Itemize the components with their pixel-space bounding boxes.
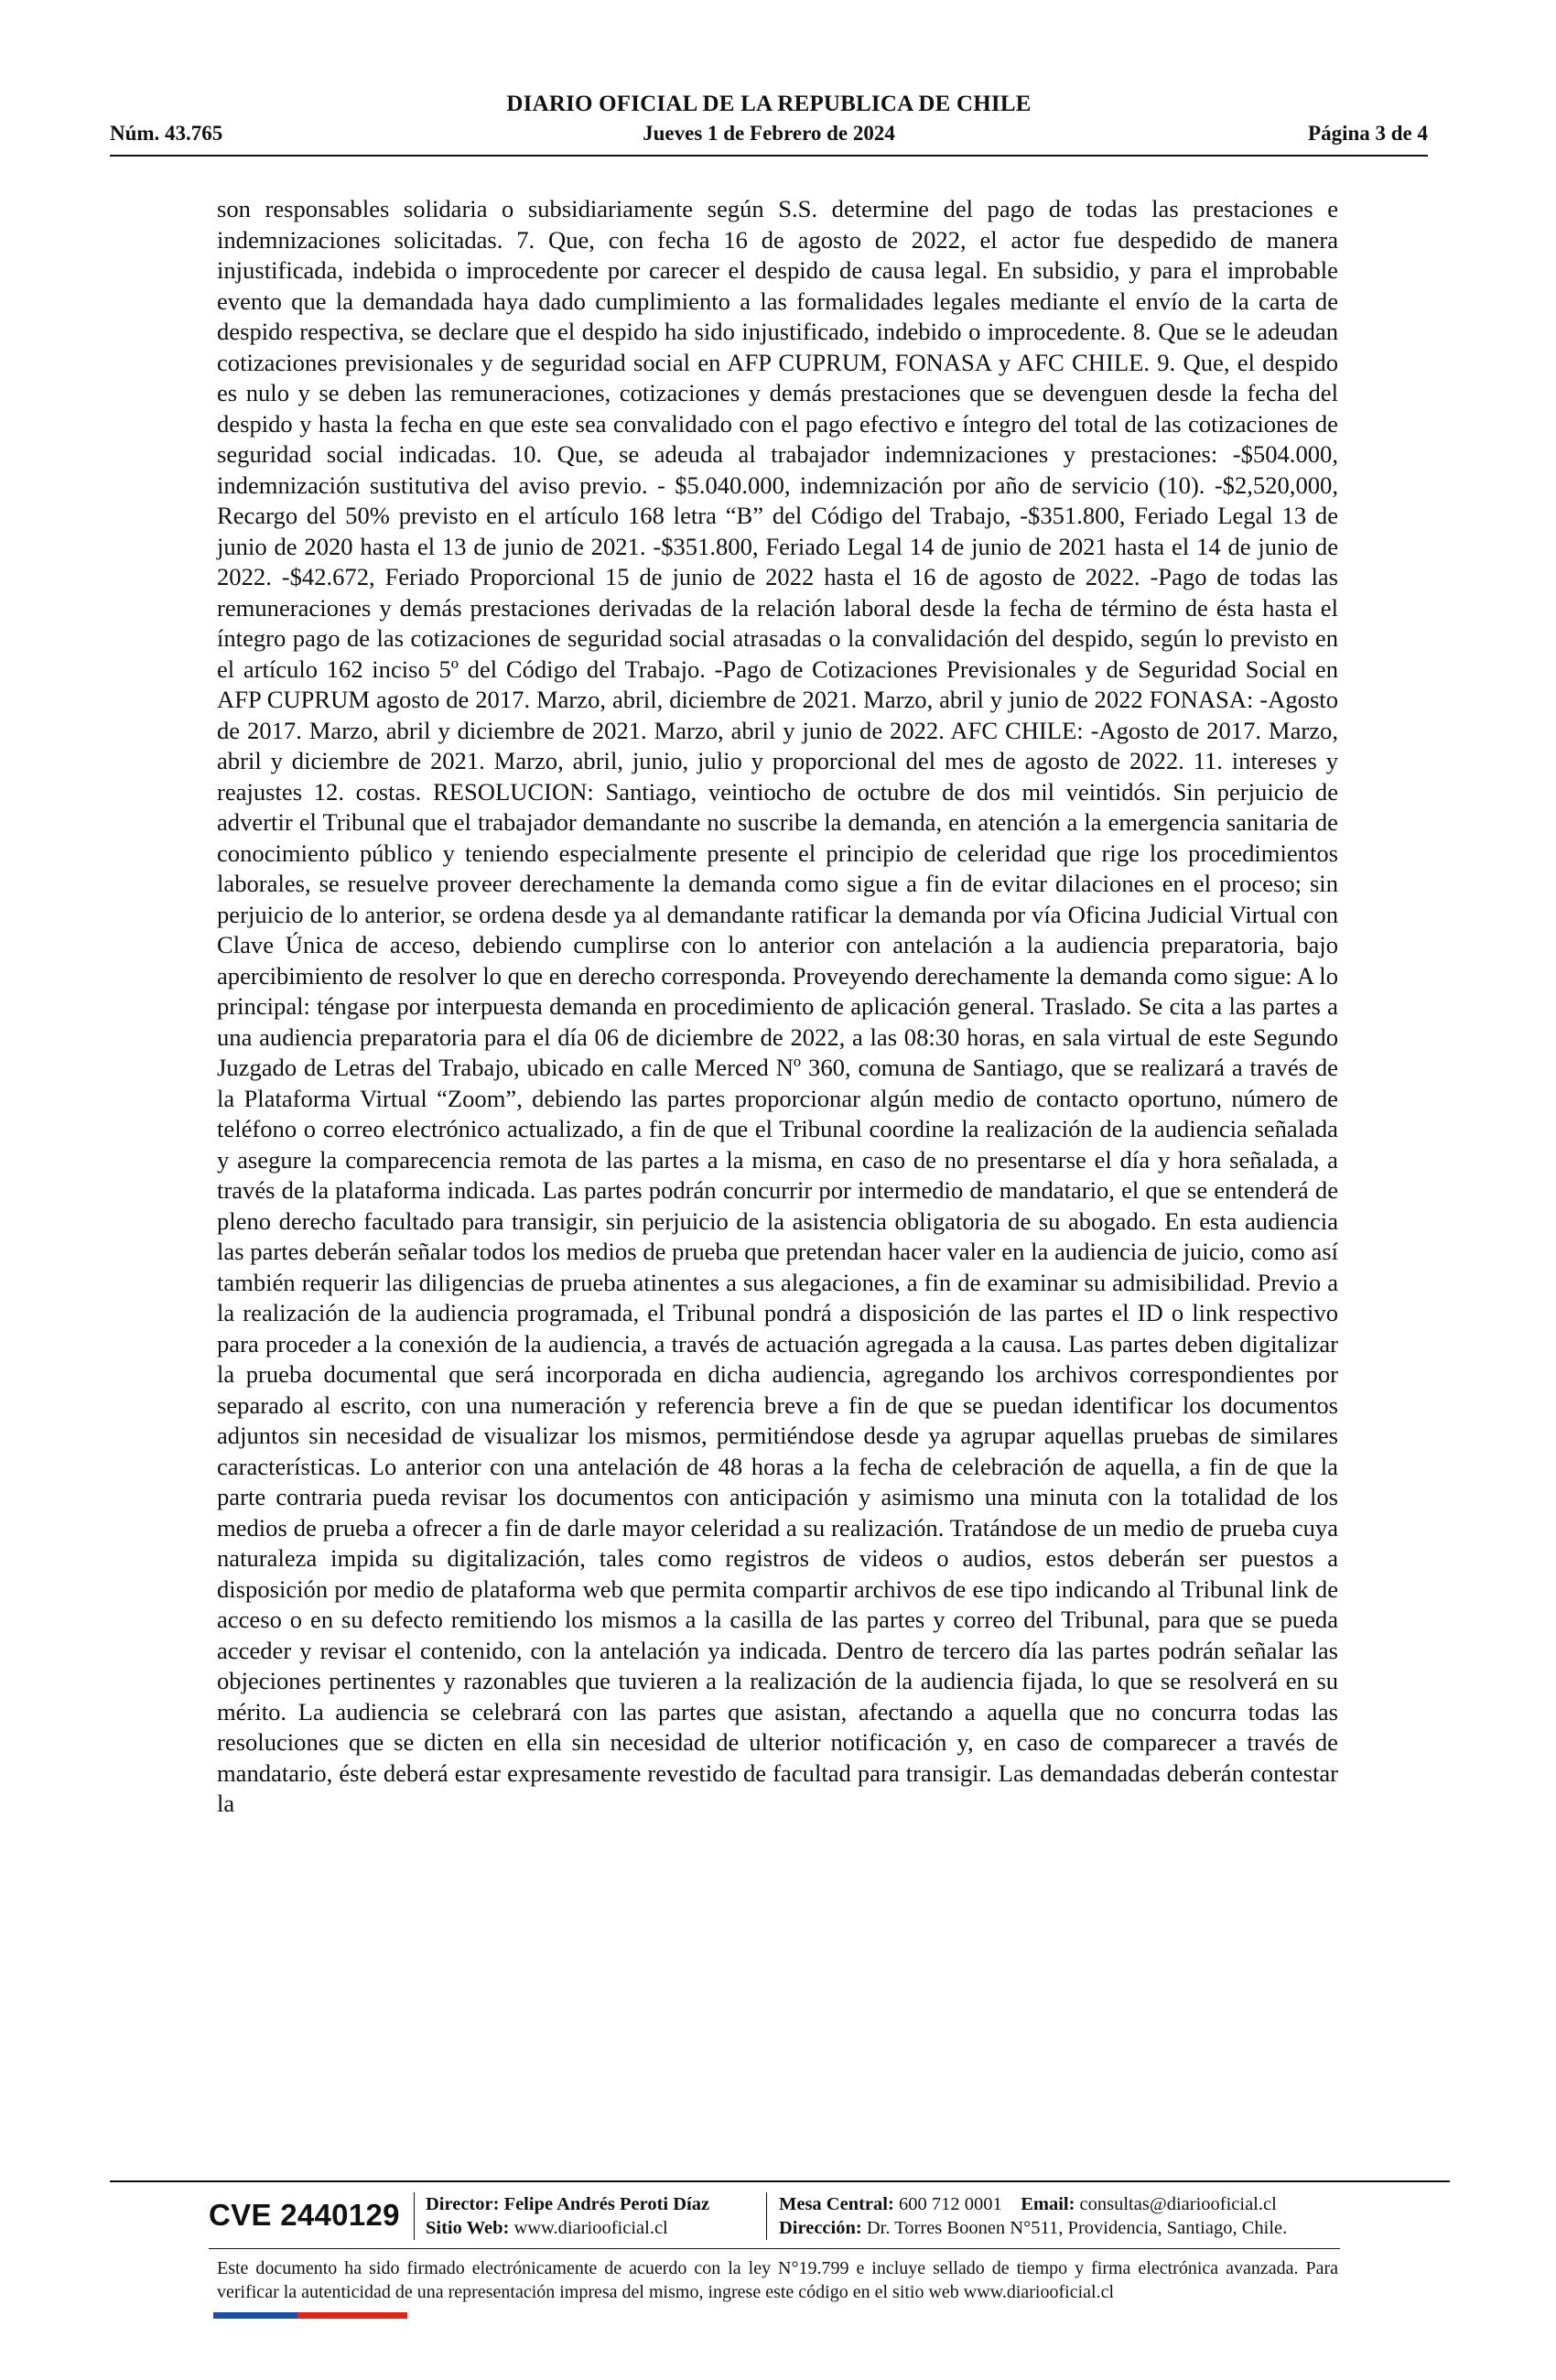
page-header: [110, 92, 1428, 157]
site-label: Sitio Web:: [426, 2218, 510, 2238]
phone-label: Mesa Central:: [779, 2194, 894, 2214]
address-value: Dr. Torres Boonen N°511, Providencia, Santiago, Chile.: [866, 2218, 1288, 2238]
header-divider: [110, 155, 1428, 157]
email-label: Email:: [1021, 2194, 1075, 2214]
page-indicator: Página 3 de 4: [1308, 122, 1428, 145]
publication-title: DIARIO OFICIAL DE LA REPUBLICA DE CHILE: [506, 92, 1032, 116]
footer-divider: [110, 2180, 1450, 2182]
email-link[interactable]: consultas@diariooficial.cl: [1079, 2194, 1277, 2214]
flag-red-segment: [297, 2312, 407, 2319]
footer-contact-block: [779, 2192, 1287, 2240]
flag-blue-segment: [213, 2312, 297, 2319]
address-label: Dirección:: [779, 2218, 862, 2238]
director-name: Felipe Andrés Peroti Díaz: [503, 2194, 710, 2214]
issue-date: Jueves 1 de Febrero de 2024: [643, 122, 895, 145]
site-link[interactable]: www.diariooficial.cl: [513, 2218, 668, 2238]
issue-number: Núm. 43.765: [110, 122, 223, 145]
cve-code: CVE 2440129: [209, 2198, 400, 2232]
footer-divider-secondary: [209, 2248, 1340, 2249]
phone-number: 600 712 0001: [898, 2194, 1002, 2214]
director-label: Director:: [426, 2194, 500, 2214]
legal-notice: Este documento ha sido firmado electrónicamente de acuerdo con la ley N°19.799 e incluye sellado de tiempo y firma electrónica avanzada. Para verificar la autenticidad de una representación impresa del mismo, ingrese este código en el sitio web www.diariooficial.cl: [217, 2258, 1338, 2302]
footer-separator: [766, 2192, 767, 2240]
footer-separator: [414, 2192, 415, 2240]
footer-director-block: [426, 2192, 709, 2240]
flag-stripe: [213, 2312, 407, 2319]
document-body: son responsables solidaria o subsidiariamente según S.S. determine del pago de todas las prestaciones e indemnizaciones solicitadas. 7. Que, con fecha 16 de agosto de 2022, el actor fue despedido de manera injustificada, indebida o improcedente por carecer el despido de causa legal. En subsidio, y para el improbable evento que la demandada haya dado cumplimiento a las formalidades legales mediante el envío de la carta de despido respectiva, se declare que el despido ha sido injustificado, indebido o improcedente. 8. Que se le adeudan cotizaciones previsionales y de seguridad social en AFP CUPRUM, FONASA y AFC CHILE. 9. Que, el despido es nulo y se deben las remuneraciones, cotizaciones y demás prestaciones que se devenguen desde la fecha del despido y hasta la fecha en que este sea convalidado con el pago efectivo e íntegro del total de las cotizaciones de seguridad social indicadas. 10. Que, se adeuda al trabajador indemnizaciones y prestaciones: -$504.000, indemnización sustitutiva del aviso previo. - $5.040.000, indemnización por año de servicio (10). -$2,520,000, Recargo del 50% previsto en el artículo 168 letra “B” del Código del Trabajo, -$351.800, Feriado Legal 13 de junio de 2020 hasta el 13 de junio de 2021. -$351.800, Feriado Legal 14 de junio de 2021 hasta el 14 de junio de 2022. -$42.672, Feriado Proporcional 15 de junio de 2022 hasta el 16 de agosto de 2022. -Pago de todas las remuneraciones y demás prestaciones derivadas de la relación laboral desde la fecha de término de ésta hasta el íntegro pago de las cotizaciones de seguridad social atrasadas o la convalidación del despido, según lo previsto en el artículo 162 inciso 5º del Código del Trabajo. -Pago de Cotizaciones Previsionales y de Seguridad Social en AFP CUPRUM agosto de 2017. Marzo, abril, diciembre de 2021. Marzo, abril y junio de 2022 FONASA: -Agosto de 2017. Marzo, abril y diciembre de 2021. Marzo, abril y junio de 2022. AFC CHILE: -Agosto de 2017. Marzo, abril y diciembre de 2021. Marzo, abril, junio, julio y proporcional del mes de agosto de 2022. 11. intereses y reajustes 12. costas. RESOLUCION: Santiago, veintiocho de octubre de dos mil veintidós. Sin perjuicio de advertir el Tribunal que el trabajador demandante no suscribe la demanda, en atención a la emergencia sanitaria de conocimiento público y teniendo especialmente presente el principio de celeridad que rige los procedimientos laborales, se resuelve proveer derechamente la demanda como sigue a fin de evitar dilaciones en el proceso; sin perjuicio de lo anterior, se ordena desde ya al demandante ratificar la demanda por vía Oficina Judicial Virtual con Clave Única de acceso, debiendo cumplirse con lo anterior con antelación a la audiencia preparatoria, bajo apercibimiento de resolver lo que en derecho corresponda. Proveyendo derechamente la demanda como sigue: A lo principal: téngase por interpuesta demanda en procedimiento de aplicación general. Traslado. Se cita a las partes a una audiencia preparatoria para el día 06 de diciembre de 2022, a las 08:30 horas, en sala virtual de este Segundo Juzgado de Letras del Trabajo, ubicado en calle Merced Nº 360, comuna de Santiago, que se realizará a través de la Plataforma Virtual “Zoom”, debiendo las partes proporcionar algún medio de contacto oportuno, número de teléfono o correo electrónico actualizado, a fin de que el Tribunal coordine la realización de la audiencia señalada y asegure la comparecencia remota de las partes a la misma, en caso de no presentarse el día y hora señalada, a través de la plataforma indicada. Las partes podrán concurrir por intermedio de mandatario, el que se entenderá de pleno derecho facultado para transigir, sin perjuicio de la asistencia obligatoria de su abogado. En esta audiencia las partes deberán señalar todos los medios de prueba que pretendan hacer valer en la audiencia de juicio, como así también requerir las diligencias de prueba atinentes a sus alegaciones, a fin de examinar su admisibilidad. Previo a la realización de la audiencia programada, el Tribunal pondrá a disposición de las partes el ID o link respectivo para proceder a la conexión de la audiencia, a través de actuación agregada a la causa. Las partes deben digitalizar la prueba documental que será incorporada en dicha audiencia, agregando los archivos correspondientes por separado al escrito, con una numeración y referencia breve a fin de que se puedan identificar los documentos adjuntos sin necesidad de visualizar los mismos, permitiéndose desde ya agrupar aquellas pruebas de similares características. Lo anterior con una antelación de 48 horas a la fecha de celebración de aquella, a fin de que la parte contraria pueda revisar los documentos con anticipación y asimismo una minuta con la totalidad de los medios de prueba a ofrecer a fin de darle mayor celeridad a su realización. Tratándose de un medio de prueba cuya naturaleza impida su digitalización, tales como registros de videos o audios, estos deberán ser puestos a disposición por medio de plataforma web que permita compartir archivos de ese tipo indicando al Tribunal link de acceso o en su defecto remitiendo los mismos a la casilla de las partes y correo del Tribunal, para que se pueda acceder y revisar el contenido, con la antelación ya indicada. Dentro de tercero día las partes podrán señalar las objeciones pertinentes y razonables que tuvieren a la realización de la audiencia fijada, lo que se resolverá en su mérito. La audiencia se celebrará con las partes que asistan, afectando a aquella que no concurra todas las resoluciones que se dicten en ella sin necesidad de ulterior notificación y, en caso de comparecer a través de mandatario, éste deberá estar expresamente revestido de facultad para transigir. Las demandadas deberán contestar la: [217, 195, 1338, 1817]
